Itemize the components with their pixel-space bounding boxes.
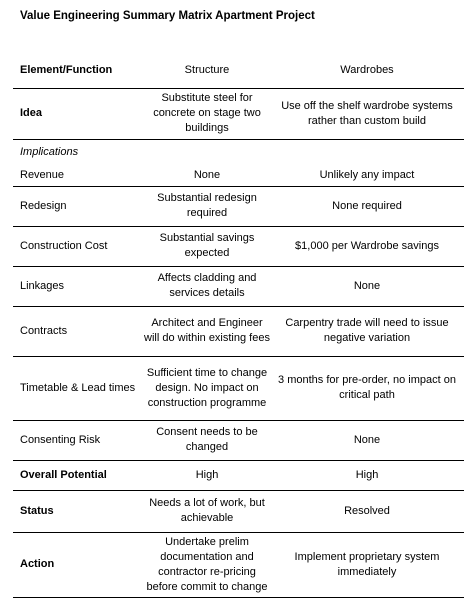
value-engineering-matrix [13, 53, 464, 598]
table-row-construction-cost [13, 226, 464, 266]
wardrobes-cell: Use off the shelf wardrobe systems rather than custom build [270, 88, 464, 139]
table-row-status [13, 490, 464, 532]
structure-cell: Undertake prelim documentation and contractor re-pricing before commit to change [144, 532, 270, 597]
table-row-consenting-risk [13, 420, 464, 460]
structure-cell: Substitute steel for concrete on stage two buildings [144, 88, 270, 139]
row-label: Construction Cost [13, 226, 144, 266]
wardrobes-cell: $1,000 per Wardrobe savings [270, 226, 464, 266]
row-label: Revenue [13, 166, 144, 186]
column-header-structure: Structure [144, 53, 270, 88]
structure-cell [144, 139, 270, 166]
table-row-implications [13, 139, 464, 166]
wardrobes-cell: None [270, 420, 464, 460]
wardrobes-cell: Carpentry trade will need to issue negative variation [270, 306, 464, 356]
column-header-element-function: Element/Function [13, 53, 144, 88]
structure-cell: Sufficient time to change design. No impact on construction programme [144, 356, 270, 420]
row-label: Contracts [13, 306, 144, 356]
structure-cell: High [144, 460, 270, 490]
row-label: Linkages [13, 266, 144, 306]
structure-cell: Architect and Engineer will do within existing fees [144, 306, 270, 356]
table-header-row [13, 53, 464, 88]
row-label: Overall Potential [13, 460, 144, 490]
row-label: Idea [13, 88, 144, 139]
wardrobes-cell [270, 139, 464, 166]
row-label: Consenting Risk [13, 420, 144, 460]
wardrobes-cell: Unlikely any impact [270, 166, 464, 186]
document-title: Value Engineering Summary Matrix Apartment Project [20, 10, 315, 22]
row-label: Implications [20, 146, 79, 159]
structure-cell: None [144, 166, 270, 186]
column-header-wardrobes: Wardrobes [270, 53, 464, 88]
structure-cell: Substantial redesign required [144, 186, 270, 226]
wardrobes-cell: High [270, 460, 464, 490]
table-row-timetable-lead-times [13, 356, 464, 420]
wardrobes-cell: None [270, 266, 464, 306]
table-row-idea [13, 88, 464, 139]
structure-cell: Needs a lot of work, but achievable [144, 490, 270, 532]
table-row-redesign [13, 186, 464, 226]
row-label: Timetable & Lead times [13, 356, 144, 420]
table-row-overall-potential [13, 460, 464, 490]
table-row-revenue [13, 166, 464, 186]
structure-cell: Substantial savings expected [144, 226, 270, 266]
row-label: Status [13, 490, 144, 532]
wardrobes-cell: 3 months for pre-order, no impact on critical path [270, 356, 464, 420]
table-row-linkages [13, 266, 464, 306]
row-label: Action [13, 532, 144, 597]
table-row-action [13, 532, 464, 597]
wardrobes-cell: None required [270, 186, 464, 226]
structure-cell: Affects cladding and services details [144, 266, 270, 306]
table-row-contracts [13, 306, 464, 356]
wardrobes-cell: Implement proprietary system immediately [270, 532, 464, 597]
structure-cell: Consent needs to be changed [144, 420, 270, 460]
row-label: Redesign [13, 186, 144, 226]
wardrobes-cell: Resolved [270, 490, 464, 532]
